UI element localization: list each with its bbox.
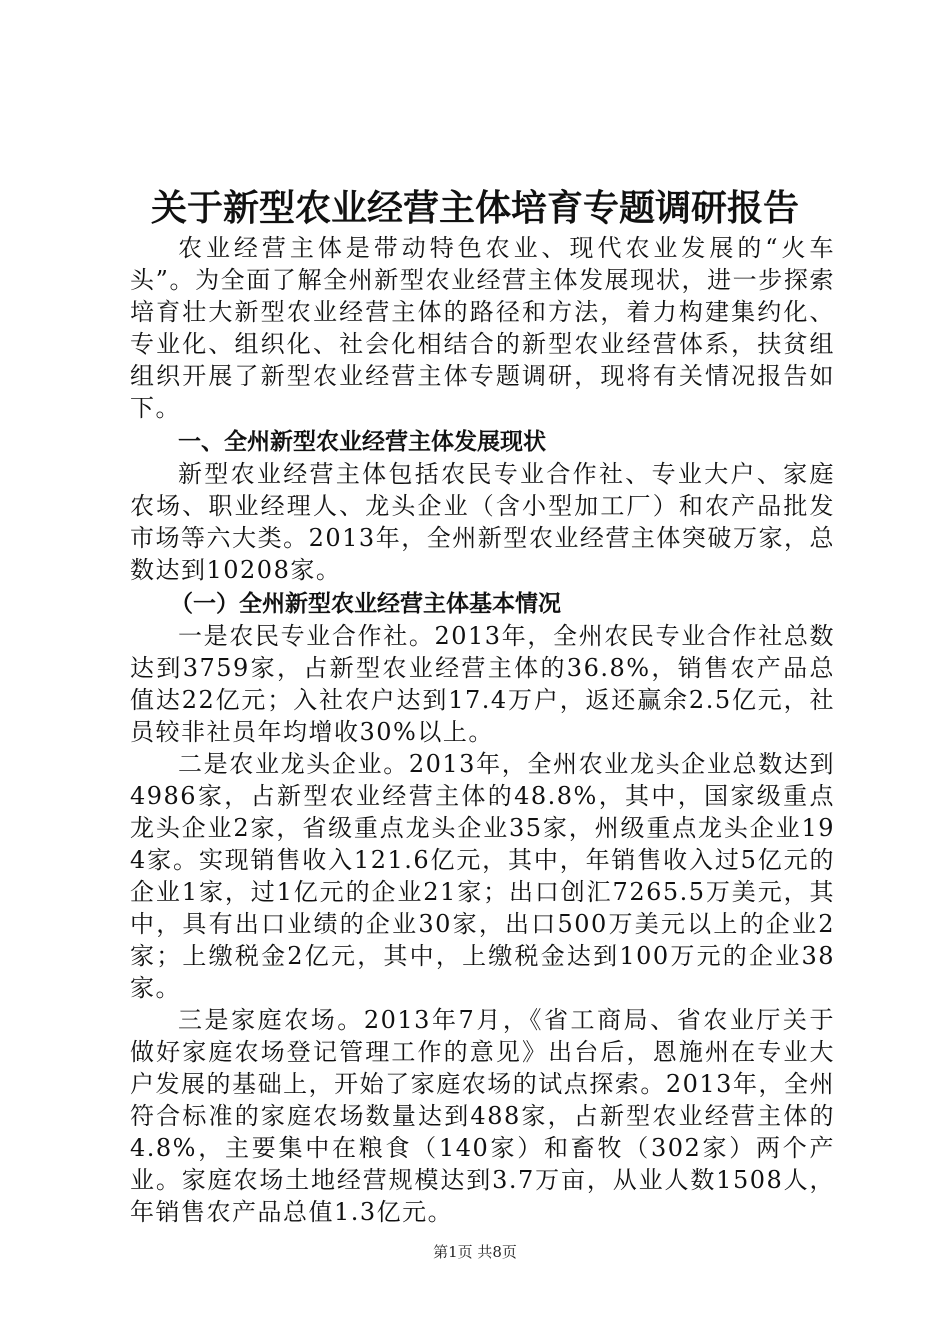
page-number-footer: 第1页 共8页	[433, 1243, 517, 1261]
cooperative-paragraph: 一是农民专业合作社。2013年，全州农民专业合作社总数达到3759家，占新型农业经营主体的36.8%，销售农产品总值达22亿元；入社农户达到17.4万户，返还赢余2.5亿元，社员较非社员年均增收30%以上。	[130, 622, 835, 746]
section-paragraph: 新型农业经营主体包括农民专业合作社、专业大户、家庭农场、职业经理人、龙头企业（含小型加工厂）和农产品批发市场等六大类。2013年，全州新型农业经营主体突破万家，总数达到10208家。	[130, 460, 835, 584]
document-body	[130, 232, 835, 1228]
section-heading: 一、全州新型农业经营主体发展现状	[178, 429, 546, 455]
document-title: 关于新型农业经营主体培育专题调研报告	[150, 188, 799, 229]
family-farm-paragraph: 三是家庭农场。2013年7月，《省工商局、省农业厅关于做好家庭农场登记管理工作的意见》出台后，恩施州在专业大户发展的基础上，开始了家庭农场的试点探索。2013年，全州符合标准的家庭农场数量达到488家，占新型农业经营主体的4.8%，主要集中在粮食（140家）和畜牧（302家）两个产业。家庭农场土地经营规模达到3.7万亩，从业人数1508人，年销售农产品总值1.3亿元。	[130, 1006, 835, 1226]
subsection-heading: （一）全州新型农业经营主体基本情况	[170, 591, 561, 617]
intro-paragraph: 农业经营主体是带动特色农业、现代农业发展的“火车头”。为全面了解全州新型农业经营主体发展现状，进一步探索培育壮大新型农业经营主体的路径和方法，着力构建集约化、专业化、组织化、社会化相结合的新型农业经营体系，扶贫组组织开展了新型农业经营主体专题调研，现将有关情况报告如下。	[130, 234, 835, 422]
enterprise-paragraph: 二是农业龙头企业。2013年，全州农业龙头企业总数达到4986家，占新型农业经营主体的48.8%，其中，国家级重点龙头企业2家，省级重点龙头企业35家，州级重点龙头企业194家。实现销售收入121.6亿元，其中，年销售收入过5亿元的企业1家，过1亿元的企业21家；出口创汇7265.5万美元，其中，具有出口业绩的企业30家，出口500万美元以上的企业2家；上缴税金2亿元，其中，上缴税金达到100万元的企业38家。	[130, 750, 835, 1002]
